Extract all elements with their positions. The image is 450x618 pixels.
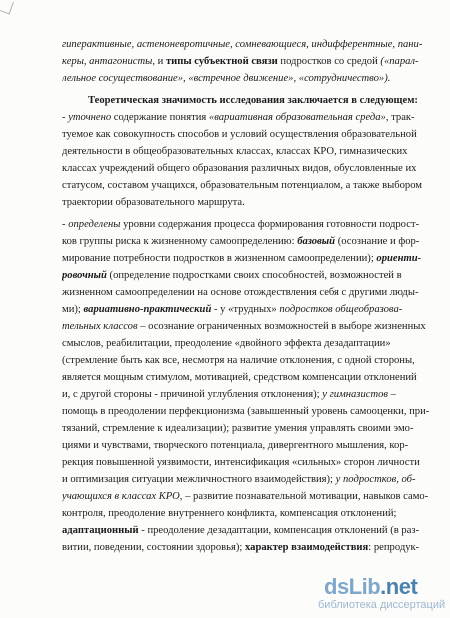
- watermark-subtitle: библиотека диссертаций: [318, 599, 446, 611]
- text-run: витии, поведении, состоянии здоровья);: [62, 542, 245, 553]
- text-line: [62, 194, 432, 211]
- text-run: содержание понятия: [111, 112, 209, 123]
- text-line: [62, 352, 432, 369]
- text-run: , и: [152, 56, 166, 67]
- text-run: - у «трудных»: [211, 304, 280, 315]
- text-run: вариативно-практический: [83, 304, 212, 315]
- text-line: [62, 471, 432, 488]
- text-run: подростков общеобразова-: [279, 304, 403, 315]
- text-run: смыслов, реабилитации, преодоление «двойного эффекта дезадаптации»: [62, 338, 391, 349]
- text-line: [62, 233, 432, 250]
- text-line: [62, 53, 432, 70]
- text-run: рекция повышенной уязвимости, интенсификация «сильных» сторон личности: [62, 457, 420, 468]
- text-run: – осознание ограниченных возможностей в выборе жизненных: [137, 321, 426, 332]
- text-line: [62, 420, 432, 437]
- text-line: [62, 505, 432, 522]
- text-line: [62, 177, 432, 194]
- text-line: [62, 386, 432, 403]
- text-line: [62, 369, 432, 386]
- watermark: [318, 574, 446, 614]
- text-line: [62, 36, 432, 53]
- text-run: типы субъектной связи: [165, 56, 278, 67]
- text-run: характер взаимодействия: [244, 542, 369, 553]
- text-line: [62, 267, 432, 284]
- text-run: и оптимизация ситуации межличностного взаимодействия);: [62, 474, 336, 485]
- text-run: ми);: [62, 304, 84, 315]
- text-run: подростков со средой: [277, 56, 381, 67]
- text-run: уровни содержания процесса формирования готовности подрост-: [120, 219, 420, 230]
- text-run: и, с другой стороны - причиной углубления отклонения);: [62, 389, 323, 400]
- text-line: [62, 318, 432, 335]
- text-run: тязаний, стремление к идеализации); развитие умения управлять своими эмо-: [62, 423, 414, 434]
- text-run: жизненном самоопределении на основе отождествления себя с другими люды-: [62, 287, 419, 298]
- text-run: : репродук-: [368, 542, 420, 553]
- text-line: [62, 92, 432, 109]
- text-run: «вариативная образовательная среда»: [208, 112, 386, 123]
- text-line: [62, 143, 432, 160]
- staple-mark: [0, 0, 14, 14]
- text-line: [62, 488, 432, 505]
- text-run: траектории образовательного маршрута.: [62, 197, 245, 208]
- text-line: [62, 126, 432, 143]
- text-run: (определение подростками своих способностей, возможностей в: [106, 270, 402, 281]
- text-run: базовый: [297, 236, 336, 247]
- text-line: [62, 301, 432, 318]
- text-run: -: [62, 219, 69, 230]
- text-run: Теоретическая значимость исследования заключается в следующем:: [88, 95, 418, 106]
- text-run: гиперактивные, астеноневротичные, сомневающиеся, индифферентные, пани-: [62, 39, 423, 50]
- text-line: [62, 539, 432, 556]
- text-run: уточнено: [68, 112, 112, 123]
- document-page: [62, 36, 432, 556]
- text-run: –: [388, 389, 396, 400]
- text-run: , – развитие познавательной мотивации, навыков само-: [179, 491, 429, 502]
- text-run: классах учреждений общего образования различных видов, обусловленные их: [62, 163, 417, 174]
- text-run: статусом, составом учащихся, образовательным потенциалом, а также выбором: [62, 180, 423, 191]
- text-line: [62, 437, 432, 454]
- text-run: (стремление быть как все, несмотря на наличие отклонения, с одной стороны,: [62, 355, 415, 366]
- text-line: [62, 335, 432, 352]
- text-line: [62, 250, 432, 267]
- text-run: контроля, преодоление внутреннего конфликта, компенсация отклонений;: [62, 508, 397, 519]
- text-run: у подростков, об-: [335, 474, 416, 485]
- text-run: ориенти-: [376, 253, 422, 264]
- text-run: -: [62, 112, 69, 123]
- text-line: [62, 284, 432, 301]
- text-line: [62, 216, 432, 233]
- text-line: [62, 454, 432, 471]
- text-run: лельное сосуществование», «встречное движение», «сотрудничество»).: [62, 73, 391, 84]
- text-run: деятельности в общеобразовательных классах, классах КРО, гимназических: [62, 146, 408, 157]
- text-run: (осознание и фор-: [335, 236, 420, 247]
- text-run: туемое как совокупность способов и условий осуществления образовательной: [62, 129, 417, 140]
- text-line: [62, 403, 432, 420]
- text-line: [62, 160, 432, 177]
- text-run: ков группы риска к жизненному самоопределению:: [62, 236, 298, 247]
- text-line: [62, 522, 432, 539]
- text-run: керы, антагонисты: [62, 56, 153, 67]
- text-line: [62, 109, 432, 126]
- text-run: у гимназистов: [322, 389, 388, 400]
- text-run: ровочный: [62, 270, 107, 281]
- text-run: является мощным стимулом, мотивацией, средством компенсации отклонений: [62, 372, 417, 383]
- text-run: учающихся в классах КРО: [62, 491, 180, 502]
- text-run: определены: [68, 219, 121, 230]
- text-run: («парал-: [380, 56, 419, 67]
- text-run: циями и чувствами, творческого потенциала, дивергентного мышления, кор-: [62, 440, 409, 451]
- watermark-logo: dsLib.net: [324, 574, 418, 599]
- text-run: , трак-: [385, 112, 415, 123]
- text-run: мирование потребности подростков в жизненном самоопределении);: [62, 253, 377, 264]
- text-run: помощь в преодолении перфекционизма (завышенный уровень самооценки, при-: [62, 406, 430, 417]
- text-run: - преодоление дезадаптации, компенсация отклонений (в раз-: [138, 525, 420, 536]
- text-run: тельных классов: [62, 321, 138, 332]
- text-run: адаптационный: [62, 525, 139, 536]
- text-line: [62, 70, 432, 87]
